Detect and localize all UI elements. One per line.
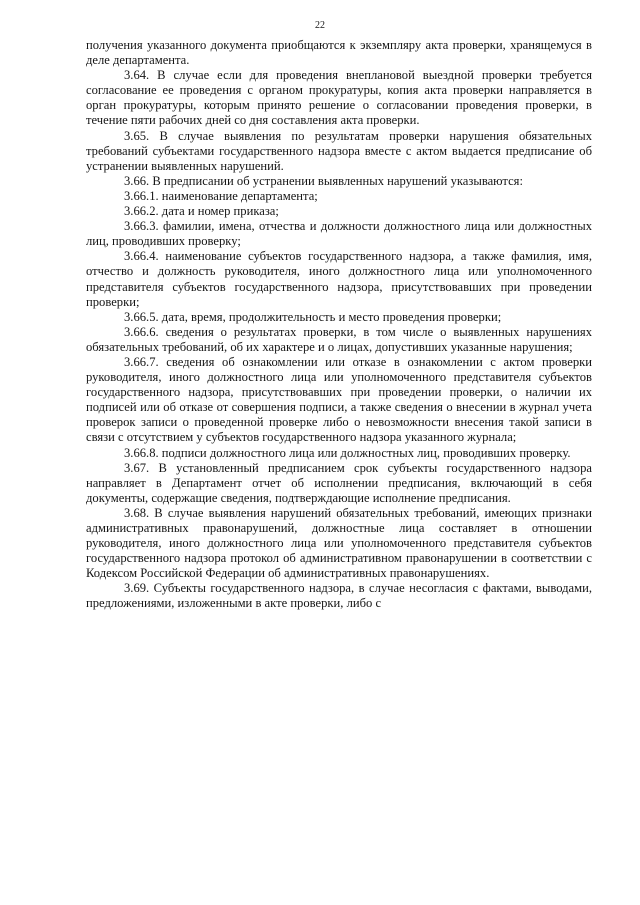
paragraph-3-69: 3.69. Субъекты государственного надзора, в случае несогласия с фактами, выводами, предложениями, изложенными в акте проверки, либо с xyxy=(86,581,592,611)
paragraph-3-66: 3.66. В предписании об устранении выявленных нарушений указываются: xyxy=(124,173,523,188)
paragraph-3-66-2: 3.66.2. дата и номер приказа; xyxy=(124,204,279,219)
paragraph-3-66-4: 3.66.4. наименование субъектов государственного надзора, а также фамилия, имя, отчество и должность руководителя, иного должностного лица или уполномоченного представителя субъектов государственного надзора, присутствовавших при проведении проверки; xyxy=(86,249,592,309)
paragraph-3-67: 3.67. В установленный предписанием срок субъекты государственного надзора направляет в Департамент отчет об исполнении предписания, включающий в себя документы, содержащие сведения, подтверждающие исполнение предписания. xyxy=(86,460,592,505)
page-number: 22 xyxy=(315,20,325,31)
paragraph-3-66-8: 3.66.8. подписи должностного лица или должностных лиц, проводивших проверку. xyxy=(124,445,571,460)
paragraph-3-66-1: 3.66.1. наименование департамента; xyxy=(124,188,318,203)
document-body xyxy=(86,38,592,612)
paragraph-3-68: 3.68. В случае выявления нарушений обязательных требований, имеющих признаки административных правонарушений, должностные лица составляет в отношении руководителя, иного должностного лица или уполномоченного представителя субъектов государственного надзора протокол об административном правонарушении в соответствии с Кодексом Российской Федерации об административных правонарушениях. xyxy=(86,505,592,581)
paragraph-3-66-6: 3.66.6. сведения о результатах проверки, в том числе о выявленных нарушениях обязательных требований, об их характере и о лицах, допустивших указанные нарушения; xyxy=(86,324,592,354)
paragraph-3-66-5: 3.66.5. дата, время, продолжительность и место проведения проверки; xyxy=(124,309,502,324)
paragraph-continuation: получения указанного документа приобщаются к экземпляру акта проверки, хранящемуся в деле департамента. xyxy=(86,38,592,68)
paragraph-3-66-7: 3.66.7. сведения об ознакомлении или отказе в ознакомлении с актом проверки руководителя, иного должностного лица или уполномоченного представителя субъектов государственного надзора, присутствовавших при проведении проверки, о наличии их подписей или об отказе от совершения подписи, а также сведения о внесении в журнал учета проверок записи о проведенной проверке либо о невозможности внесения такой записи в связи с отсутствием у субъектов государственного надзора указанного журнала; xyxy=(86,354,592,445)
paragraph-3-65: 3.65. В случае выявления по результатам проверки нарушения обязательных требований субъектами государственного надзора вместе с актом выдается предписание об устранении выявленных нарушений. xyxy=(86,128,592,173)
paragraph-3-66-3: 3.66.3. фамилии, имена, отчества и должности должностного лица или должностных лиц, проводивших проверку; xyxy=(86,219,592,249)
paragraph-3-64: 3.64. В случае если для проведения внеплановой выездной проверки требуется согласование ее проведения с органом прокуратуры, копия акта проверки направляется в орган прокуратуры, которым принято решение о согласовании проведения проверки, в течение пяти рабочих дней со дня составления акта проверки. xyxy=(86,68,592,128)
